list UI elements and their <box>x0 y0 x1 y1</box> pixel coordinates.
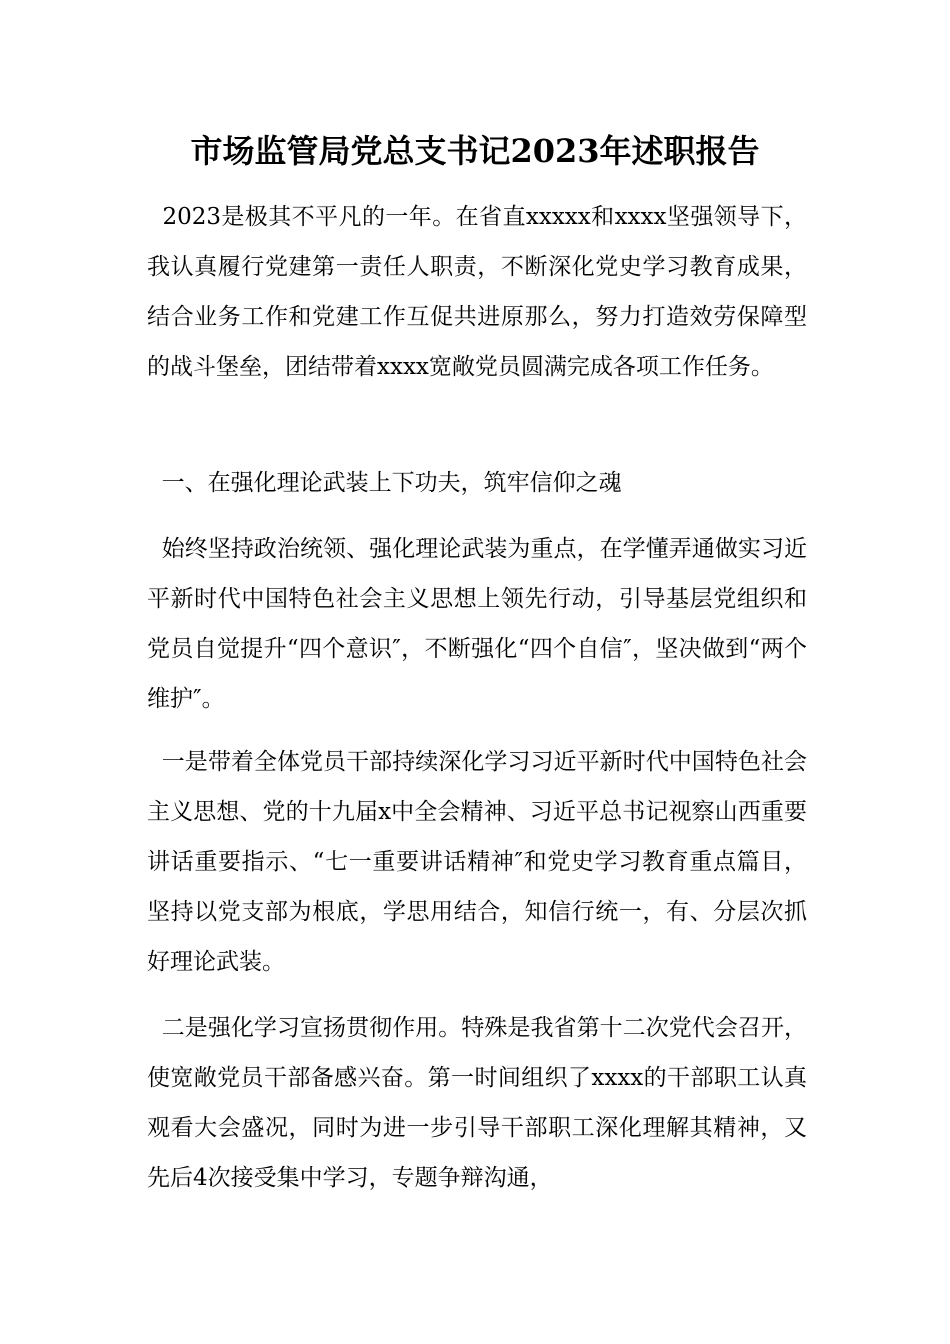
paragraph-section-1: 始终坚持政治统领、强化理论武装为重点，在学懂弄通做实习近平新时代中国特色社会主义思想上领先行动，引导基层党组织和党员自觉提升“四个意识″，不断强化“四个自信″，坚决做到“两个维护″。 <box>147 536 807 712</box>
paragraph-point-1: 一是带着全体党员干部持续深化学习习近平新时代中国特色社会主义思想、党的十九届x中全会精神、习近平总书记视察山西重要讲话重要指示、“七一重要讲话精神″和党史学习教育重点篇目，坚持以党支部为根底，学思用结合，知信行统一，有、分层次抓好理论武装。 <box>147 749 807 975</box>
section-heading-1: 一、在强化理论武装上下功夫，筑牢信仰之魂 <box>147 470 622 496</box>
document-title: 市场监管局党总支书记2023年述职报告 <box>190 132 760 170</box>
paragraph-point-2: 二是强化学习宣扬贯彻作用。特殊是我省第十二次党代会召开，使宽敞党员干部备感兴奋。第一时间组织了xxxx的干部职工认真观看大会盛况，同时为进一步引导干部职工深化理解其精神，又先后4次接受集中学习，专题争辩沟通， <box>147 1015 807 1191</box>
paragraph-intro: 2023是极其不平凡的一年。在省直xxxxx和xxxx坚强领导下，我认真履行党建第一责任人职责，不断深化党史学习教育成果，结合业务工作和党建工作互促共进原那么，努力打造效劳保障型的战斗堡垒，团结带着xxxx宽敞党员圆满完成各项工作任务。 <box>147 204 807 380</box>
